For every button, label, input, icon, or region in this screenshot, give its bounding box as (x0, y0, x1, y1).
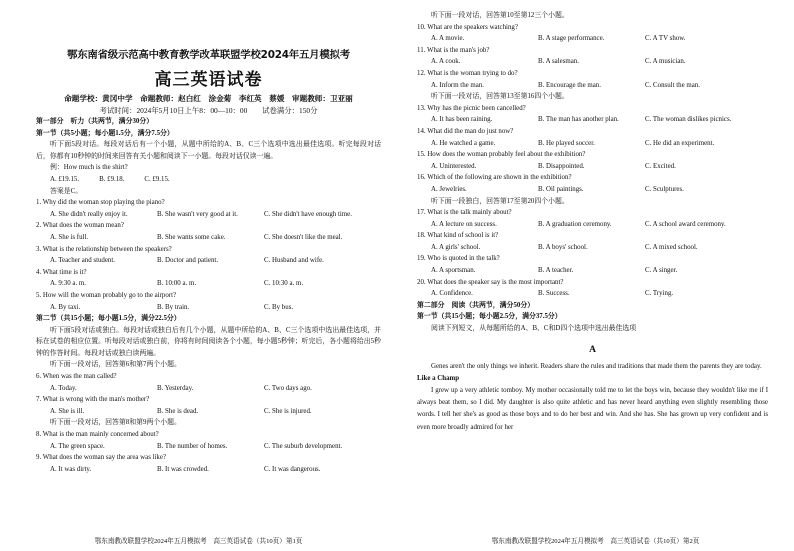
option: C. £9.15. (144, 175, 170, 183)
option: B. A stage performance. (538, 35, 605, 43)
option: A. Today. (50, 384, 77, 392)
question-text: 19. Who is quoted in the talk? (417, 255, 500, 263)
option: A. She is full. (50, 233, 89, 241)
question-text: 13. Why has the picnic been cancelled? (417, 104, 526, 112)
option: C. Consult the man. (645, 81, 700, 89)
question (36, 220, 381, 243)
options (417, 161, 768, 173)
option: B. It was crowded. (157, 465, 209, 473)
option: C. By bus. (264, 303, 294, 311)
options (36, 383, 381, 395)
option: A. A sportsman. (431, 267, 476, 275)
options (417, 184, 768, 196)
question-text: 18. What kind of school is it? (417, 232, 499, 240)
option: A. £19.15. (50, 175, 80, 183)
option: A. Jewelries. (431, 185, 467, 193)
question (417, 22, 768, 45)
question-text: 11. What is the man's job? (417, 46, 490, 54)
option: C. Trying. (645, 290, 674, 298)
option: B. A salesman. (538, 58, 579, 66)
options (417, 265, 768, 277)
passage-label: A (589, 344, 596, 355)
question (36, 452, 381, 475)
passage-body: I grew up a very athletic tomboy. My mother occasionally told me to let the boys win, because they wouldn't like me if I always beat them, so I did. My daughter is also quite athletic and has never heard anything even slightly resembling those words. I tell her she's as good as those boys and to do her best and win. And she has. She has grown up very confident and is even more broadly admired for her (417, 386, 768, 431)
options (417, 56, 768, 68)
option: B. A teacher. (538, 267, 574, 275)
question (417, 149, 768, 172)
question-text: 3. What is the relationship between the speakers? (36, 245, 172, 253)
question (417, 207, 768, 230)
options (417, 288, 768, 300)
question-text: 9. What does the woman say the area was like? (36, 454, 166, 462)
option: C. A mixed school. (645, 243, 698, 251)
option: C. The woman dislikes picnics. (645, 116, 732, 124)
question (36, 267, 381, 290)
question-text: 2. What does the woman mean? (36, 222, 124, 230)
option: A. A girls' school. (431, 243, 481, 251)
example-answer: 答案是C。 (50, 187, 83, 195)
page-right (397, 0, 794, 551)
question-text: 16. Which of the following are shown in the exhibition? (417, 174, 572, 182)
option: B. The man has another plan. (538, 116, 619, 124)
question-text: 8. What is the man mainly concerned about? (36, 431, 159, 439)
options (36, 464, 381, 476)
question (417, 126, 768, 149)
question-text: 20. What does the speaker say is the most important? (417, 278, 564, 286)
section1-heading: 第一节（共5小题；每小题1.5分，满分7.5分） (36, 129, 174, 137)
option: C. He did an experiment. (645, 139, 715, 147)
option: B. 10:00 a. m. (157, 280, 197, 288)
option: C. She didn't have enough time. (264, 210, 352, 218)
option: C. The suburb development. (264, 442, 343, 450)
option: B. Encourage the man. (538, 81, 601, 89)
question (417, 230, 768, 253)
option: A. The green space. (50, 442, 105, 450)
reading-instructions: 阅读下列短文，从每题所给的A、B、C和D四个选项中选出最佳选项 (431, 325, 637, 333)
question (417, 45, 768, 68)
option: C. It was dangerous. (264, 465, 321, 473)
page-footer: 鄂东南教改联盟学校2024年五月模拟考 高三英语试卷（共10页）第1页 (94, 538, 303, 545)
options (417, 138, 768, 150)
option: A. Teacher and student. (50, 257, 116, 265)
options (36, 232, 381, 244)
question-text: 4. What time is it? (36, 268, 87, 276)
question-text: 1. Why did the woman stop playing the piano? (36, 199, 165, 207)
dialogue-note: 听下面一段对话，回答第6和第7两个小题。 (50, 361, 181, 369)
option: A. He watched a game. (431, 139, 496, 147)
question (36, 290, 381, 313)
question (417, 103, 768, 126)
option: A. A cook. (431, 58, 461, 66)
option: C. She is injured. (264, 407, 312, 415)
options (36, 255, 381, 267)
option: C. A TV show. (645, 35, 686, 43)
example-question: 例：How much is the shirt? (50, 164, 128, 172)
question (36, 371, 381, 394)
option: C. She doesn't like the meal. (264, 233, 343, 241)
paper-subtitle: 高三英语试卷 (154, 70, 263, 90)
option: B. By train. (157, 303, 190, 311)
dialogue-note: 听下面一段对话，回答第10至第12三个小题。 (431, 12, 569, 19)
option: B. She wasn't very good at it. (157, 210, 238, 218)
option: A. Confidence. (431, 290, 473, 298)
options (417, 80, 768, 92)
exam-title: 鄂东南省级示范高中教育教学改革联盟学校2024年五月模拟考 (67, 49, 350, 61)
part1-heading: 第一部分 听力（共两节，满分30分） (36, 118, 154, 125)
option: C. A musician. (645, 58, 686, 66)
option: A. Inform the man. (431, 81, 485, 89)
options (36, 406, 381, 418)
option: B. Disappointed. (538, 162, 585, 170)
option: B. She wants some cake. (157, 233, 226, 241)
question (36, 429, 381, 452)
options (417, 114, 768, 126)
option: A. 9:30 a. m. (50, 280, 86, 288)
options (417, 33, 768, 45)
question (417, 253, 768, 276)
section2-instructions: 听下面5段对话或独白。每段对话或独白后有几个小题，从题中所给的A、B、C三个选项中选出最佳选项，并标在试卷的相应位置。听每段对话或独白前，你将有时间阅读各个小题，每小题5秒钟；听完后，各小题将给出5秒钟的作答时间。每段对话或独白读两遍。 (36, 326, 381, 357)
question (417, 277, 768, 300)
options (36, 441, 381, 453)
options (36, 302, 381, 314)
options (36, 209, 381, 221)
section2-heading: 第二节（共15小题；每小题1.5分，满分22.5分） (36, 315, 181, 323)
option: C. 10:30 a. m. (264, 280, 304, 288)
question (417, 68, 768, 91)
passage-title: Like a Champ (417, 375, 460, 383)
question (36, 197, 381, 220)
question-text: 15. How does the woman probably feel about the exhibition? (417, 151, 586, 159)
option: A. By taxi. (50, 303, 81, 311)
option: C. Excited. (645, 162, 676, 170)
option: A. A lecture on success. (431, 220, 497, 228)
reading-section1-heading: 第一节（共15小题；每小题2.5分，满分37.5分） (417, 313, 562, 321)
option: B. Yesterday. (157, 384, 194, 392)
option: C. A school award ceremony. (645, 220, 726, 228)
part2-heading: 第二部分 阅读（共两节，满分50分） (417, 301, 535, 309)
question-text: 6. When was the man called? (36, 373, 117, 381)
dialogue-note: 听下面一段对话，回答第13至第16四个小题。 (431, 93, 569, 101)
option: C. A singer. (645, 267, 678, 275)
option: A. It was dirty. (50, 465, 92, 473)
option: B. Oil paintings. (538, 185, 584, 193)
exam-info: 考试时间：2024年5月10日上午8：00—10：00 试卷满分：150分 (99, 106, 318, 115)
options (417, 219, 768, 231)
example-options (36, 174, 381, 186)
option: B. A graduation ceremony. (538, 220, 612, 228)
question (36, 394, 381, 417)
options (417, 242, 768, 254)
option: A. It has been raining. (431, 116, 493, 124)
option: B. Success. (538, 290, 570, 298)
option: B. The number of homes. (157, 442, 228, 450)
dialogue-note: 听下面一段独白，回答第17至第20四个小题。 (431, 197, 569, 205)
question-text: 17. What is the talk mainly about? (417, 209, 512, 217)
passage-intro: Genes aren't the only things we inherit. Readers share the rules and traditions that made them the parents they are today. (431, 362, 762, 370)
option: B. He played soccer. (538, 139, 595, 147)
option: B. A boys' school. (538, 243, 588, 251)
option: C. Sculptures. (645, 185, 684, 193)
option: A. She is ill. (50, 407, 85, 415)
question-text: 14. What did the man do just now? (417, 127, 514, 135)
dialogue-note: 听下面一段对话，回答第8和第9两个小题。 (50, 419, 181, 427)
authors-line: 命题学校：黄冈中学 命题教师：赵白红 涂金菊 李红英 蔡媛 审题教师：卫亚丽 (64, 94, 353, 103)
section1-instructions: 听下面5段对话。每段对话后有一个小题，从题中所给的A、B、C三个选项中选出最佳选项。听完每段对话后，你都有10秒钟的时间来回答有关小题和阅读下一小题。每段对话仅读一遍。 (36, 141, 381, 160)
page-footer: 鄂东南教改联盟学校2024年五月模拟考 高三英语试卷（共10页）第2页 (491, 538, 700, 545)
option: B. £9.18. (99, 175, 125, 183)
option: A. She didn't really enjoy it. (50, 210, 128, 218)
question-text: 10. What are the speakers watching? (417, 23, 518, 31)
question-text: 5. How will the woman probably go to the airport? (36, 291, 177, 299)
question (36, 244, 381, 267)
option: B. Doctor and patient. (157, 257, 219, 265)
question-text: 7. What is wrong with the man's mother? (36, 396, 150, 404)
option: B. She is dead. (157, 407, 199, 415)
question-text: 12. What is the woman trying to do? (417, 69, 518, 77)
option: A. Uninterested. (431, 162, 477, 170)
option: C. Two days ago. (264, 384, 312, 392)
options (36, 278, 381, 290)
option: A. A movie. (431, 35, 465, 43)
question (417, 172, 768, 195)
option: C. Husband and wife. (264, 257, 324, 265)
